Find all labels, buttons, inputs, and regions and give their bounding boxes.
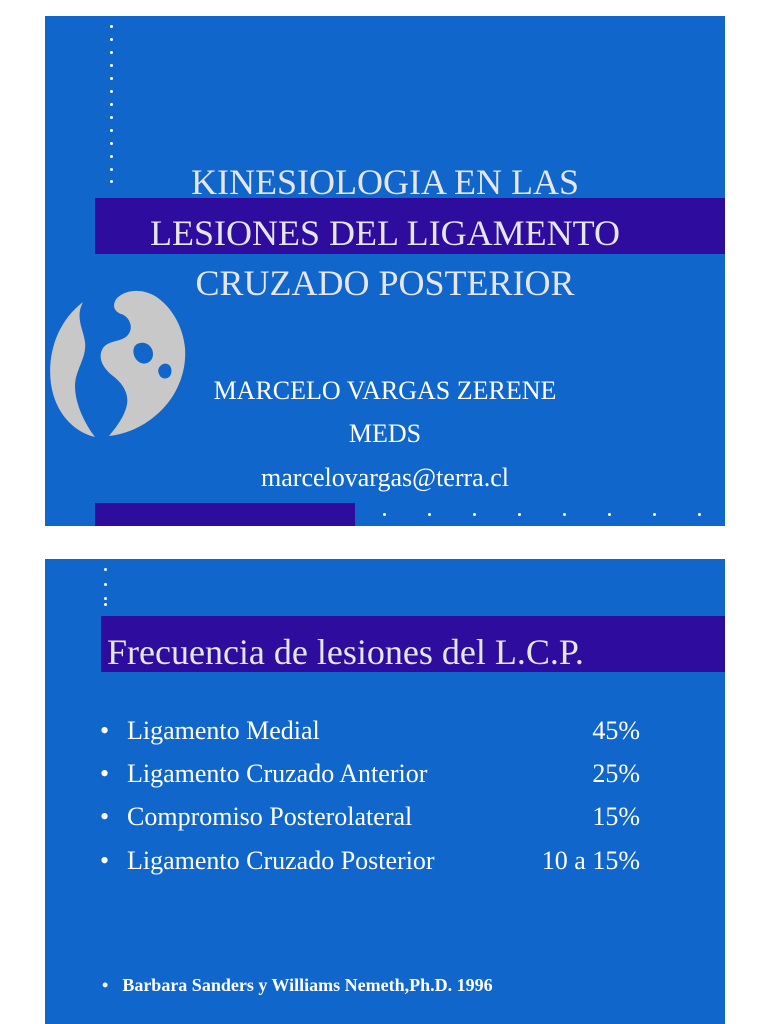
bullet-icon: • (100, 716, 110, 745)
list-item (100, 758, 640, 790)
list-item (100, 715, 640, 747)
bullet-icon: • (100, 846, 110, 875)
bottom-band (95, 503, 355, 526)
list-item-label: Ligamento Medial (127, 716, 320, 745)
author-name: MARCELO VARGAS ZERENE (213, 376, 557, 405)
title-slide (45, 16, 725, 526)
list-item (100, 801, 640, 833)
slide1-title-line-3: CRUZADO POSTERIOR (195, 263, 575, 303)
list-item-label: Compromiso Posterolateral (127, 802, 413, 831)
globe-icon (45, 284, 190, 439)
bullet-icon: • (100, 759, 110, 788)
slide2-title: Frecuencia de lesiones del L.C.P. (107, 632, 584, 672)
citation (102, 973, 493, 997)
list-item-value: 25% (592, 759, 640, 788)
slide1-title-line-1: KINESIOLOGIA EN LAS (191, 162, 579, 202)
citation-text: Barbara Sanders y Williams Nemeth,Ph.D. 1996 (122, 975, 493, 995)
author-email: marcelovargas@terra.cl (261, 463, 509, 492)
list-item-label: Ligamento Cruzado Posterior (127, 846, 435, 875)
list-item (100, 845, 640, 877)
list-item-value: 45% (592, 716, 640, 745)
slide1-title-line-2: LESIONES DEL LIGAMENTO (150, 213, 620, 253)
frequency-slide (45, 559, 725, 1024)
list-item-value: 15% (592, 802, 640, 831)
list-item-label: Ligamento Cruzado Anterior (127, 759, 428, 788)
author-affiliation: MEDS (348, 419, 422, 448)
bullet-icon: • (100, 802, 110, 831)
bullet-icon: • (102, 975, 109, 995)
list-item-value: 10 a 15% (541, 846, 640, 875)
